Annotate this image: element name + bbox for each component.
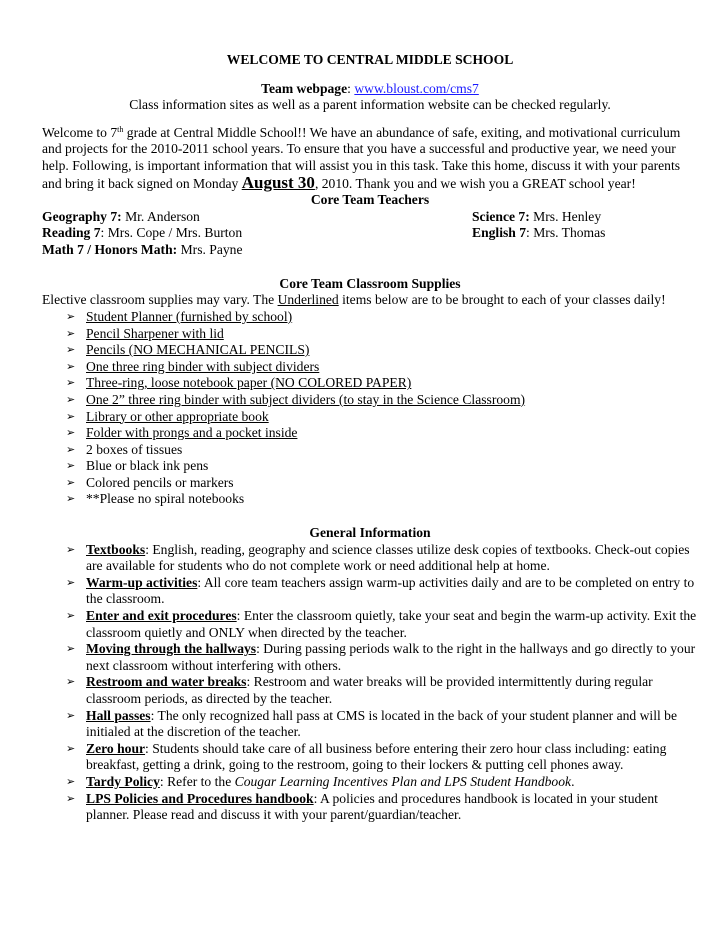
- geography-teacher: Mr. Anderson: [121, 208, 200, 224]
- teachers-heading: Core Team Teachers: [310, 192, 430, 208]
- supply-item-text: One three ring binder with subject dividers: [86, 358, 320, 374]
- list-item: [66, 608, 698, 641]
- list-item: [66, 475, 698, 492]
- arrow-bullet-icon: ➢: [66, 326, 76, 340]
- info-term: Zero hour: [86, 740, 146, 756]
- list-item: [66, 375, 698, 392]
- arrow-bullet-icon: ➢: [66, 741, 76, 755]
- english-label: English 7: [472, 225, 527, 241]
- info-text: : Enter the classroom quietly, take your seat and begin the warm-up activity. Exit the classroom quietly and ONLY when directed by the teacher.: [86, 608, 697, 640]
- supply-item-text: Blue or black ink pens: [86, 458, 209, 474]
- arrow-bullet-icon: ➢: [66, 309, 76, 323]
- arrow-bullet-icon: ➢: [66, 426, 76, 440]
- list-item: [66, 309, 698, 326]
- arrow-bullet-icon: ➢: [66, 609, 76, 623]
- supplies-intro: [42, 292, 698, 309]
- team-webpage-link[interactable]: www.bloust.com/cms7: [354, 80, 479, 96]
- list-item: [66, 409, 698, 426]
- info-term: Tardy Policy: [86, 773, 160, 789]
- list-item: [66, 442, 698, 459]
- team-webpage-line: Team webpage: www.bloust.com/cms7: [261, 80, 479, 96]
- intro-text-2: grade at Central Middle School!! We have an abundance of safe, exiting, and motivational curriculum and projects for the 2010-2011 school years. To ensure that you have a successful and productive year, we need your help. Following, is important information that will assist you in this task. Take this home, discuss it with your parents and bring it back signed on Monday: [42, 124, 681, 191]
- teachers-block: [42, 209, 698, 259]
- arrow-bullet-icon: ➢: [66, 392, 76, 406]
- supply-item-text: **Please no spiral notebooks: [86, 491, 245, 507]
- arrow-bullet-icon: ➢: [66, 774, 76, 788]
- reading-label: Reading 7: [42, 225, 101, 241]
- teacher-row: [42, 209, 698, 226]
- supply-item-text: Library or other appropriate book: [86, 408, 269, 424]
- teacher-row: [42, 225, 698, 242]
- math-teacher: Mrs. Payne: [177, 241, 243, 257]
- teacher-row: [42, 242, 698, 259]
- geography-label: Geography 7:: [42, 208, 122, 224]
- intro-text-3: , 2010. Thank you and we wish you a GREAT school year!: [314, 175, 636, 191]
- info-text: : Restroom and water breaks will be provided intermittently during regular classroom periods, as directed by the teacher.: [86, 674, 653, 706]
- info-term: Enter and exit procedures: [86, 608, 237, 624]
- intro-paragraph: [42, 125, 698, 192]
- list-item: [66, 542, 698, 575]
- supply-item-text: One 2” three ring binder with subject dividers (to stay in the Science Classroom): [86, 391, 526, 407]
- arrow-bullet-icon: ➢: [66, 409, 76, 423]
- info-text: : During passing periods walk to the right in the hallways and go directly to your next classroom without interfering with others.: [86, 641, 696, 673]
- science-teacher-cell: [472, 209, 601, 226]
- list-item: [66, 575, 698, 608]
- info-text: : A policies and procedures handbook is located in your student planner. Please read and discuss it with your parent/guardian/teacher.: [86, 790, 658, 823]
- arrow-bullet-icon: ➢: [66, 492, 76, 506]
- info-text: : Refer to the: [159, 773, 235, 789]
- supply-item-text: Pencil Sharpener with lid: [86, 325, 224, 341]
- list-item: [66, 392, 698, 409]
- arrow-bullet-icon: ➢: [66, 575, 76, 589]
- list-item: [66, 491, 698, 508]
- arrow-bullet-icon: ➢: [66, 343, 76, 357]
- info-term: Restroom and water breaks: [86, 674, 247, 690]
- info-tail: .: [571, 773, 575, 789]
- intro-text-1: Welcome to 7: [42, 124, 118, 140]
- supplies-intro-a: Elective classroom supplies may vary. The: [42, 292, 278, 308]
- arrow-bullet-icon: ➢: [66, 442, 76, 456]
- info-text: : All core team teachers assign warm-up activities daily and are to be completed on entry to the classroom.: [86, 574, 695, 607]
- supply-item-text: Folder with prongs and a pocket inside: [86, 425, 298, 441]
- team-webpage-label: Team webpage: [261, 80, 348, 96]
- supply-item-text: Colored pencils or markers: [86, 474, 234, 490]
- english-teacher-cell: [472, 225, 605, 242]
- intro-sup: th: [117, 124, 124, 134]
- general-info-list: [42, 542, 698, 824]
- arrow-bullet-icon: ➢: [66, 675, 76, 689]
- intro-date: August 30: [241, 172, 315, 192]
- math-label: Math 7 / Honors Math:: [42, 241, 178, 257]
- page-title: WELCOME TO CENTRAL MIDDLE SCHOOL: [226, 52, 514, 67]
- list-item: [66, 326, 698, 343]
- arrow-bullet-icon: ➢: [66, 475, 76, 489]
- list-item: [66, 359, 698, 376]
- info-term: Moving through the hallways: [86, 641, 257, 657]
- info-text: : The only recognized hall pass at CMS is located in the back of your student planner and will be initialed at the discretion of the teacher.: [86, 707, 677, 740]
- arrow-bullet-icon: ➢: [66, 359, 76, 373]
- supplies-heading: Core Team Classroom Supplies: [279, 275, 461, 291]
- info-text: : English, reading, geography and science classes utilize desk copies of textbooks. Check-out copies are available for students who do not complete work or need additional help at home.: [86, 541, 690, 574]
- english-teacher: : Mrs. Thomas: [526, 225, 606, 241]
- info-text: : Students should take care of all business before entering their zero hour class including: eating breakfast, getting a drink, going to the restroom, going to their lockers & putting cell phones away.: [86, 740, 667, 773]
- supplies-intro-underlined: Underlined: [277, 292, 339, 308]
- arrow-bullet-icon: ➢: [66, 791, 76, 805]
- supplies-list: [42, 309, 698, 508]
- list-item: [66, 342, 698, 359]
- arrow-bullet-icon: ➢: [66, 376, 76, 390]
- science-label: Science 7:: [472, 208, 530, 224]
- supply-item-text: 2 boxes of tissues: [86, 441, 183, 457]
- supply-item-text: Pencils (NO MECHANICAL PENCILS): [86, 342, 310, 358]
- general-heading: General Information: [309, 525, 431, 541]
- list-item: [66, 774, 698, 791]
- info-term: Textbooks: [86, 541, 146, 557]
- arrow-bullet-icon: ➢: [66, 459, 76, 473]
- supplies-intro-b: items below are to be brought to each of your classes daily!: [338, 292, 666, 308]
- arrow-bullet-icon: ➢: [66, 642, 76, 656]
- arrow-bullet-icon: ➢: [66, 542, 76, 556]
- list-item: [66, 708, 698, 741]
- info-term: Hall passes: [86, 707, 151, 723]
- list-item: [66, 741, 698, 774]
- list-item: [66, 674, 698, 707]
- supply-item-text: Three-ring, loose notebook paper (NO COLORED PAPER): [86, 375, 412, 391]
- info-italic: Cougar Learning Incentives Plan and LPS Student Handbook: [234, 773, 572, 789]
- reading-teacher: : Mrs. Cope / Mrs. Burton: [100, 225, 243, 241]
- info-term: Warm-up activities: [86, 574, 198, 590]
- info-term: LPS Policies and Procedures handbook: [86, 790, 314, 806]
- supply-item-text: Student Planner (furnished by school): [86, 308, 293, 324]
- list-item: [66, 791, 698, 824]
- arrow-bullet-icon: ➢: [66, 708, 76, 722]
- list-item: [66, 641, 698, 674]
- list-item: [66, 425, 698, 442]
- webpage-note: Class information sites as well as a parent information website can be checked regularly.: [129, 97, 611, 113]
- science-teacher: Mrs. Henley: [529, 208, 602, 224]
- list-item: [66, 458, 698, 475]
